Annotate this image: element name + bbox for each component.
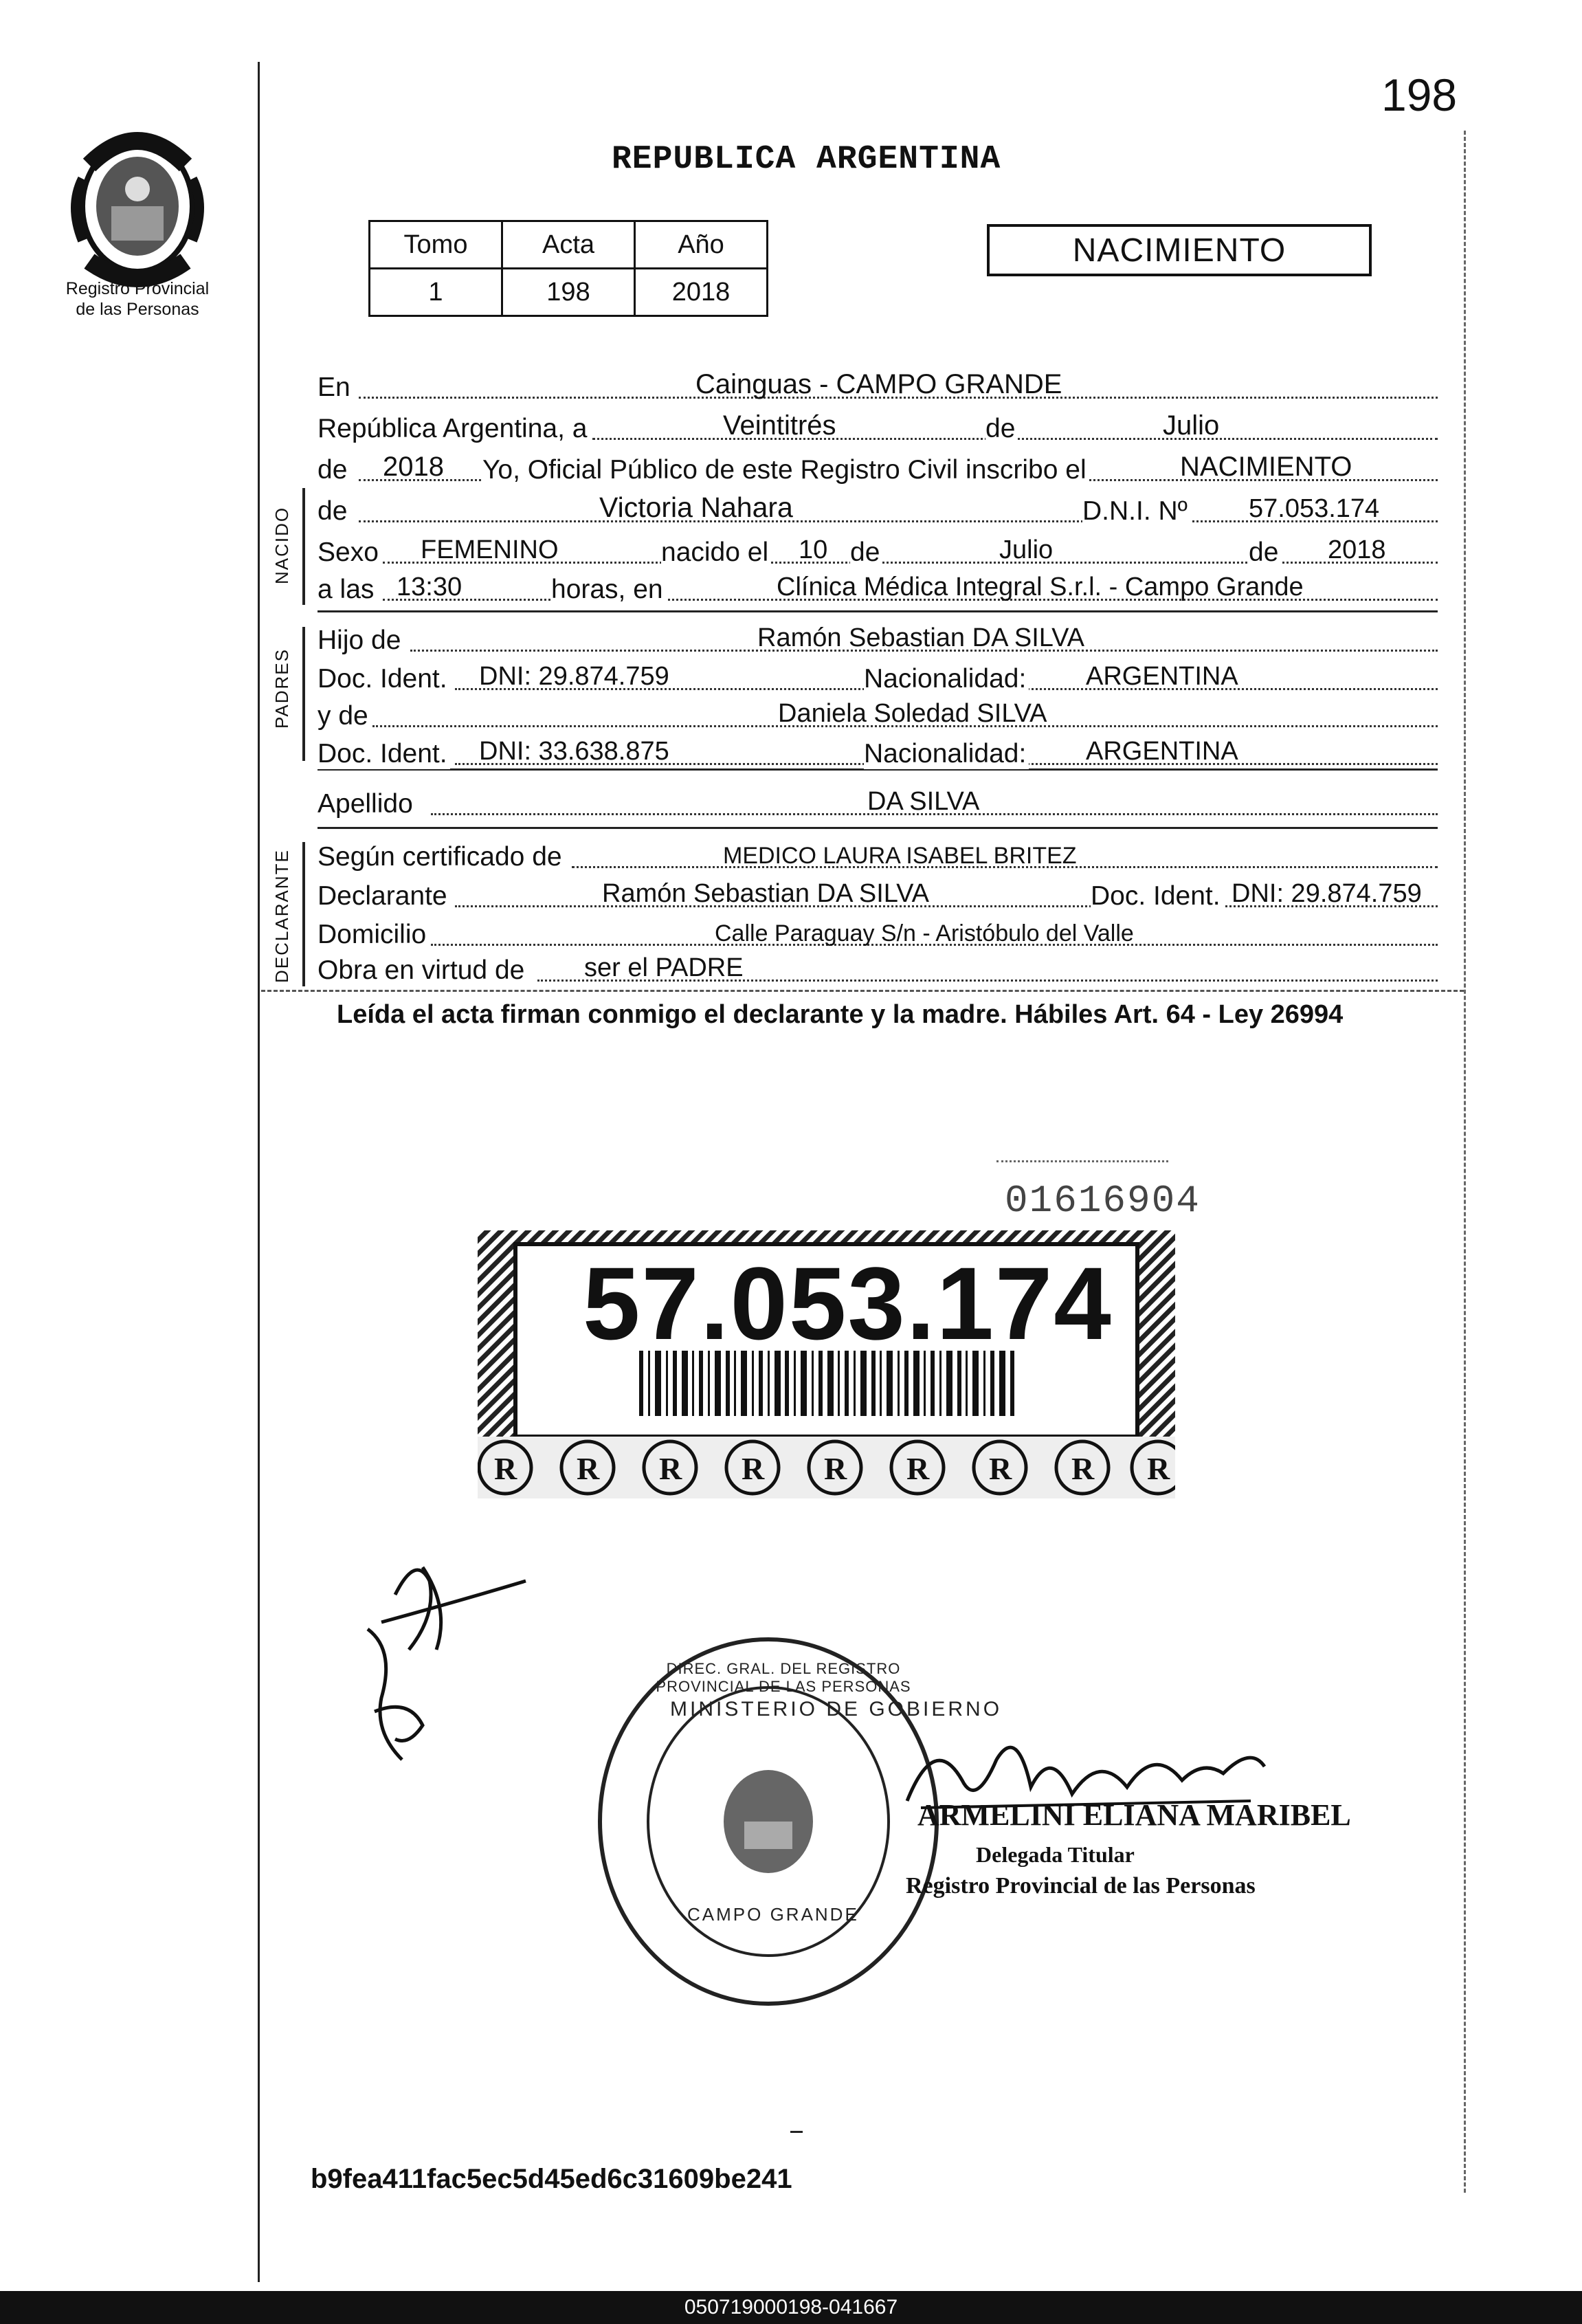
child-sex: FEMENINO xyxy=(421,535,559,564)
document-type-box: NACIMIENTO xyxy=(987,224,1372,276)
row-father: Hijo de Ramón Sebastian DA SILVA xyxy=(317,619,1438,660)
birth-time: 13:30 xyxy=(397,573,463,601)
child-name: Victoria Nahara xyxy=(599,491,793,523)
svg-text:R: R xyxy=(742,1451,765,1486)
mother-name: Daniela Soledad SILVA xyxy=(778,699,1047,728)
row-officer: de 2018 Yo, Oficial Público de este Registro Civil inscribo el NACIMIENTO xyxy=(317,448,1438,489)
reference-table xyxy=(368,220,768,317)
place-of-registration: Cainguas - CAMPO GRANDE xyxy=(695,369,1062,399)
padres-section-label: PADRES xyxy=(271,648,292,729)
right-margin-line xyxy=(1464,131,1466,2193)
row-en: En Cainguas - CAMPO GRANDE xyxy=(317,366,1438,407)
ref-value-acta: 198 xyxy=(502,269,635,316)
seal-inner-text: MINISTERIO DE GOBIERNO xyxy=(670,1698,1003,1720)
father-name: Ramón Sebastian DA SILVA xyxy=(757,623,1084,652)
divider-apellido xyxy=(317,827,1438,829)
declarant-relation: ser el PADRE xyxy=(584,953,744,982)
row-apellido: Apellido DA SILVA xyxy=(317,782,1438,823)
father-doc: DNI: 29.874.759 xyxy=(479,662,669,691)
seal-bottom-text: CAMPO GRANDE xyxy=(687,1904,859,1925)
birth-year: 2018 xyxy=(1328,535,1386,564)
stamp-serial: 01616904 xyxy=(1005,1179,1201,1223)
surname: DA SILVA xyxy=(867,787,980,816)
official-name: ARMELINI ELIANA MARIBEL xyxy=(917,1798,1351,1832)
row-obra: Obra en virtud de ser el PADRE xyxy=(317,949,1438,990)
divider-nacido xyxy=(317,610,1438,612)
row-nacido-sex: Sexo FEMENINO nacido el 10 de Julio de 2018 xyxy=(317,531,1438,572)
stamp-header-lines xyxy=(996,1160,1168,1166)
official-role: Delegada Titular xyxy=(976,1842,1135,1867)
divider-declarante xyxy=(261,990,1464,992)
declarant-address: Calle Paraguay S/n - Aristóbulo del Valle xyxy=(715,920,1134,947)
row-mother-doc: Doc. Ident. DNI: 33.638.875 Nacionalidad: ARGENTINA xyxy=(317,732,1438,773)
declarant-signature xyxy=(354,1540,539,1767)
declarante-bracket xyxy=(302,842,305,986)
declarant-name: Ramón Sebastian DA SILVA xyxy=(602,879,929,908)
padres-bracket xyxy=(302,627,305,761)
row-domicile: Domicilio Calle Paraguay S/n - Aristóbulo del Valle xyxy=(317,913,1438,954)
svg-text:R: R xyxy=(1147,1451,1170,1486)
row-republica: República Argentina, a Veintitrés de Julio xyxy=(317,407,1438,448)
inscription-type: NACIMIENTO xyxy=(1180,452,1352,482)
ref-header-anio: Año xyxy=(635,221,768,269)
ref-value-tomo: 1 xyxy=(370,269,502,316)
ref-header-tomo: Tomo xyxy=(370,221,502,269)
mother-doc: DNI: 33.638.875 xyxy=(479,737,669,766)
nacido-bracket xyxy=(302,488,305,605)
closing-statement: Leída el acta firman conmigo el declarante y la madre. Hábiles Art. 64 - Ley 26994 xyxy=(337,1000,1344,1029)
registration-day: Veintitrés xyxy=(723,410,836,441)
row-mother: y de Daniela Soledad SILVA xyxy=(317,694,1438,735)
declarant-doc: DNI: 29.874.759 xyxy=(1232,879,1422,908)
row-nacido-time: a las 13:30 horas, en Clínica Médica Integral S.r.l. - Campo Grande xyxy=(317,568,1438,609)
svg-text:R: R xyxy=(494,1451,517,1486)
ref-value-anio: 2018 xyxy=(635,269,768,316)
page-number: 198 xyxy=(1381,69,1458,120)
svg-text:R: R xyxy=(577,1451,600,1486)
dash-mark xyxy=(790,2131,803,2133)
svg-text:R: R xyxy=(1071,1451,1095,1486)
main-title: REPUBLICA ARGENTINA xyxy=(612,141,1001,178)
child-dni: 57.053.174 xyxy=(1249,494,1380,523)
document-hash: b9fea411fac5ec5d45ed6c31609be241 xyxy=(311,2164,792,2194)
certifying-doctor: MEDICO LAURA ISABEL BRITEZ xyxy=(723,843,1077,869)
nacido-section-label: NACIDO xyxy=(271,506,292,584)
left-margin-line xyxy=(258,62,260,2282)
official-organization: Registro Provincial de las Personas xyxy=(906,1873,1256,1899)
row-declarant: Declarante Ramón Sebastian DA SILVA Doc. Ident. DNI: 29.874.759 xyxy=(317,874,1438,916)
svg-text:R: R xyxy=(989,1451,1012,1486)
svg-text:R: R xyxy=(824,1451,847,1486)
row-father-doc: Doc. Ident. DNI: 29.874.759 Nacionalidad: ARGENTINA xyxy=(317,657,1438,698)
birth-place: Clínica Médica Integral S.r.l. - Campo Grande xyxy=(777,573,1304,601)
row-nacido-name: de Victoria Nahara D.N.I. Nº 57.053.174 xyxy=(317,489,1438,531)
mother-nationality: ARGENTINA xyxy=(1086,737,1238,766)
svg-text:R: R xyxy=(906,1451,930,1486)
svg-text:R: R xyxy=(659,1451,682,1486)
father-nationality: ARGENTINA xyxy=(1086,662,1238,691)
birth-month: Julio xyxy=(999,535,1054,564)
logo-caption: Registro Provincial de las Personas xyxy=(65,279,210,319)
footer-code-bar: 050719000198-041667 xyxy=(0,2291,1582,2324)
stamp-dni-number: 57.053.174 xyxy=(583,1246,1113,1361)
province-emblem-icon xyxy=(62,124,213,289)
seal-outer-text: DIREC. GRAL. DEL REGISTRO PROVINCIAL DE LAS PERSONAS xyxy=(656,1660,911,1695)
registration-month: Julio xyxy=(1163,410,1220,441)
declarante-section-label: DECLARANTE xyxy=(271,849,292,983)
birth-day: 10 xyxy=(799,535,828,564)
row-certificate: Según certificado de MEDICO LAURA ISABEL BRITEZ xyxy=(317,835,1438,876)
ref-header-acta: Acta xyxy=(502,221,635,269)
registration-year: 2018 xyxy=(383,452,444,482)
